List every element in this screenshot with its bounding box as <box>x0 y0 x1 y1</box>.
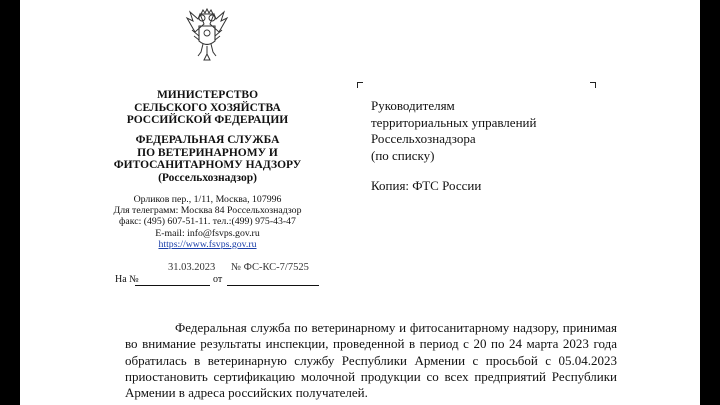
service-line: ФЕДЕРАЛЬНАЯ СЛУЖБА <box>135 134 280 146</box>
letter-body <box>125 320 617 401</box>
address-corner-right <box>590 82 596 88</box>
registration-date: 31.03.2023 <box>168 262 216 273</box>
address-corner-left <box>357 82 363 88</box>
copy-recipient: Копия: ФТС России <box>371 178 482 193</box>
addressee-block <box>371 98 536 164</box>
addressee-line: территориальных управлений <box>371 114 537 130</box>
body-paragraph: Федеральная служба по ветеринарному и фитосанитарному надзору, принимая во внимание результаты инспекции, проведенной в период с 20 по 24 марта 2023 года обратилась в ветеринарную службу Республики Армении с просьбой с 05.04.2023 приостановить сертификацию молочной продукции со всех предприятий Республики Армении в адреса российских получателей. <box>125 320 617 401</box>
service-line: ПО ВЕТЕРИНАРНОМУ И <box>137 146 278 159</box>
email-line: E-mail: info@fsvps.gov.ru <box>155 227 260 239</box>
addressee-line: Руководителям <box>371 98 455 113</box>
document-page <box>20 0 700 405</box>
date-underline <box>227 285 319 286</box>
ministry-line: СЕЛЬСКОГО ХОЗЯЙСТВА <box>134 101 281 114</box>
phone-line: факс: (495) 607-51-11. тел.:(499) 975-43-47 <box>119 216 296 228</box>
service-short-name: (Россельхознадзор) <box>158 172 257 184</box>
number-label: На № <box>115 274 139 285</box>
website-link[interactable]: https://www.fsvps.gov.ru <box>158 238 257 250</box>
addressee-line: (по списку) <box>371 147 435 163</box>
document-number: № ФС-КС-7/7525 <box>231 262 309 273</box>
address-line: Орликов пер., 1/11, Москва, 107996 <box>133 194 282 205</box>
contact-block <box>105 194 310 250</box>
ministry-name <box>105 89 310 127</box>
service-name <box>105 134 310 172</box>
from-label: от <box>213 274 223 285</box>
service-line: ФИТОСАНИТАРНОМУ НАДЗОРУ <box>113 159 302 171</box>
addressee-line: Россельхознадзора <box>371 131 476 146</box>
telegram-line: Для телеграмм: Москва 84 Россельхознадзор <box>113 205 302 217</box>
ministry-line: РОССИЙСКОЙ ФЕДЕРАЦИИ <box>126 114 289 126</box>
ministry-line: МИНИСТЕРСТВО <box>156 89 259 101</box>
number-underline <box>135 285 210 286</box>
registration-line <box>115 262 325 292</box>
coat-of-arms-emblem <box>184 8 230 64</box>
